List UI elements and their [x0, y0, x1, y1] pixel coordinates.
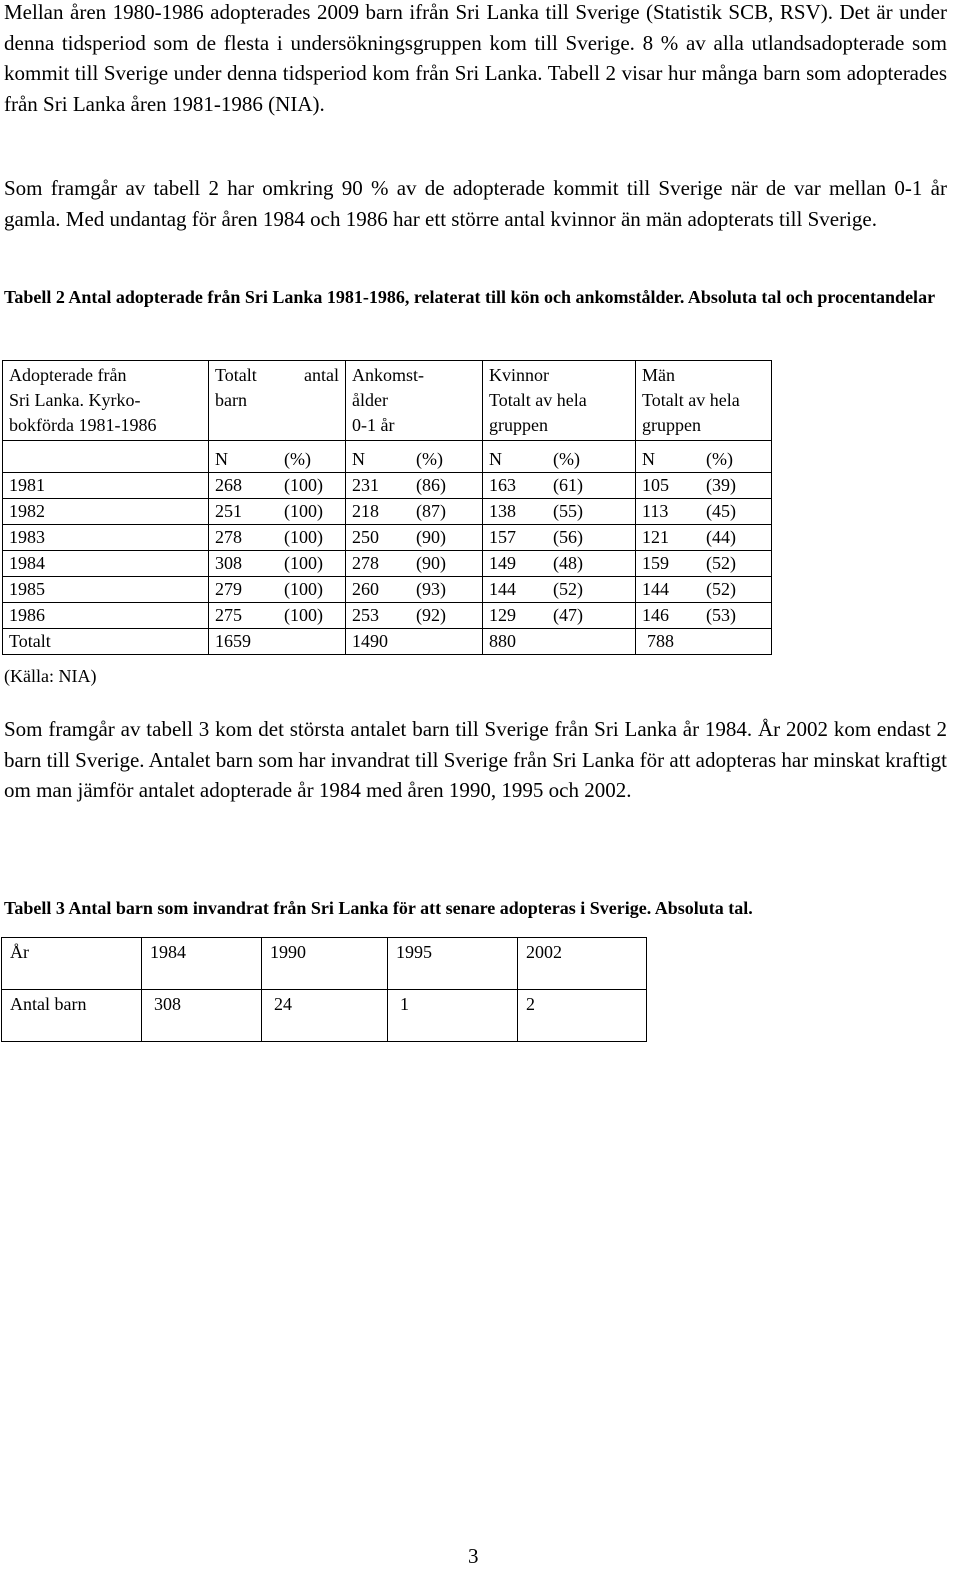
header-arrival-age: Ankomst- ålder 0-1 år — [346, 361, 483, 441]
header-women: Kvinnor Totalt av hela gruppen — [483, 361, 636, 441]
table-row: 1981 268 (100) 231 (86) 163 (61) 105 (39) — [3, 473, 772, 499]
table-row: 1983 278 (100) 250 (90) 157 (56) 121 (44) — [3, 525, 772, 551]
page-number: 3 — [468, 1544, 479, 1568]
table2-caption: Tabell 2 Antal adopterade från Sri Lanka 1981-1986, relaterat till kön och ankomstålder. Absoluta tal och procentandelar — [4, 287, 936, 307]
table-row: 1986 275 (100) 253 (92) 129 (47) 146 (53) — [3, 603, 772, 629]
table-row: 1985 279 (100) 260 (93) 144 (52) 144 (52) — [3, 577, 772, 603]
table-row: 1982 251 (100) 218 (87) 138 (55) 113 (45) — [3, 499, 772, 525]
table-row: År 1984 1990 1995 2002 — [2, 938, 647, 990]
paragraph-table3-summary: Som framgår av tabell 3 kom det största antalet barn till Sverige från Sri Lanka år 1984. År 2002 kom endast 2 barn till Sverige. Antalet barn som har invandrat till Sverige från Sri Lanka för att adopteras har minskat kraftigt om man jämför antalet adopterade år 1984 med åren 1990, 1995 och 2002. — [4, 717, 947, 802]
paragraph-age-gender: Som framgår av tabell 2 har omkring 90 % av de adopterade kommit till Sverige när de var mellan 0-1 år gamla. Med undantag för åren 1984 och 1986 har ett större antal kvinnor än män adopterats till Sverige. — [4, 176, 947, 231]
paragraph-intro: Mellan åren 1980-1986 adopterades 2009 barn ifrån Sri Lanka till Sverige (Statistik SCB, RSV). Det är under denna tidsperiod som de flesta i undersökningsgruppen kom till Sverige. 8 % av alla utlandsadopterade som kommit till Sverige under denna tidsperiod kom från Sri Lanka. Tabell 2 visar hur många barn som adopterades från Sri Lanka åren 1981-1986 (NIA). — [4, 0, 947, 116]
header-adopted: Adopterade från Sri Lanka. Kyrko- bokförda 1981-1986 — [3, 361, 209, 441]
table2-source: (Källa: NIA) — [4, 666, 97, 686]
table-row: 1984 308 (100) 278 (90) 149 (48) 159 (52) — [3, 551, 772, 577]
table-total-row: Totalt 1659 1490 880 788 — [3, 629, 772, 655]
table3-caption: Tabell 3 Antal barn som invandrat från Sri Lanka för att senare adopteras i Sverige. Absoluta tal. — [4, 898, 753, 918]
table-unit-row: N (%) N (%) N (%) N (%) — [3, 441, 772, 473]
table-header-row — [3, 361, 772, 441]
table-row: Antal barn 308 24 1 2 — [2, 990, 647, 1042]
adoption-table-1981-1986 — [2, 360, 772, 655]
header-total: Totalt antal barn — [209, 361, 346, 441]
immigration-table — [1, 937, 647, 1042]
header-men: Män Totalt av hela gruppen — [636, 361, 772, 441]
